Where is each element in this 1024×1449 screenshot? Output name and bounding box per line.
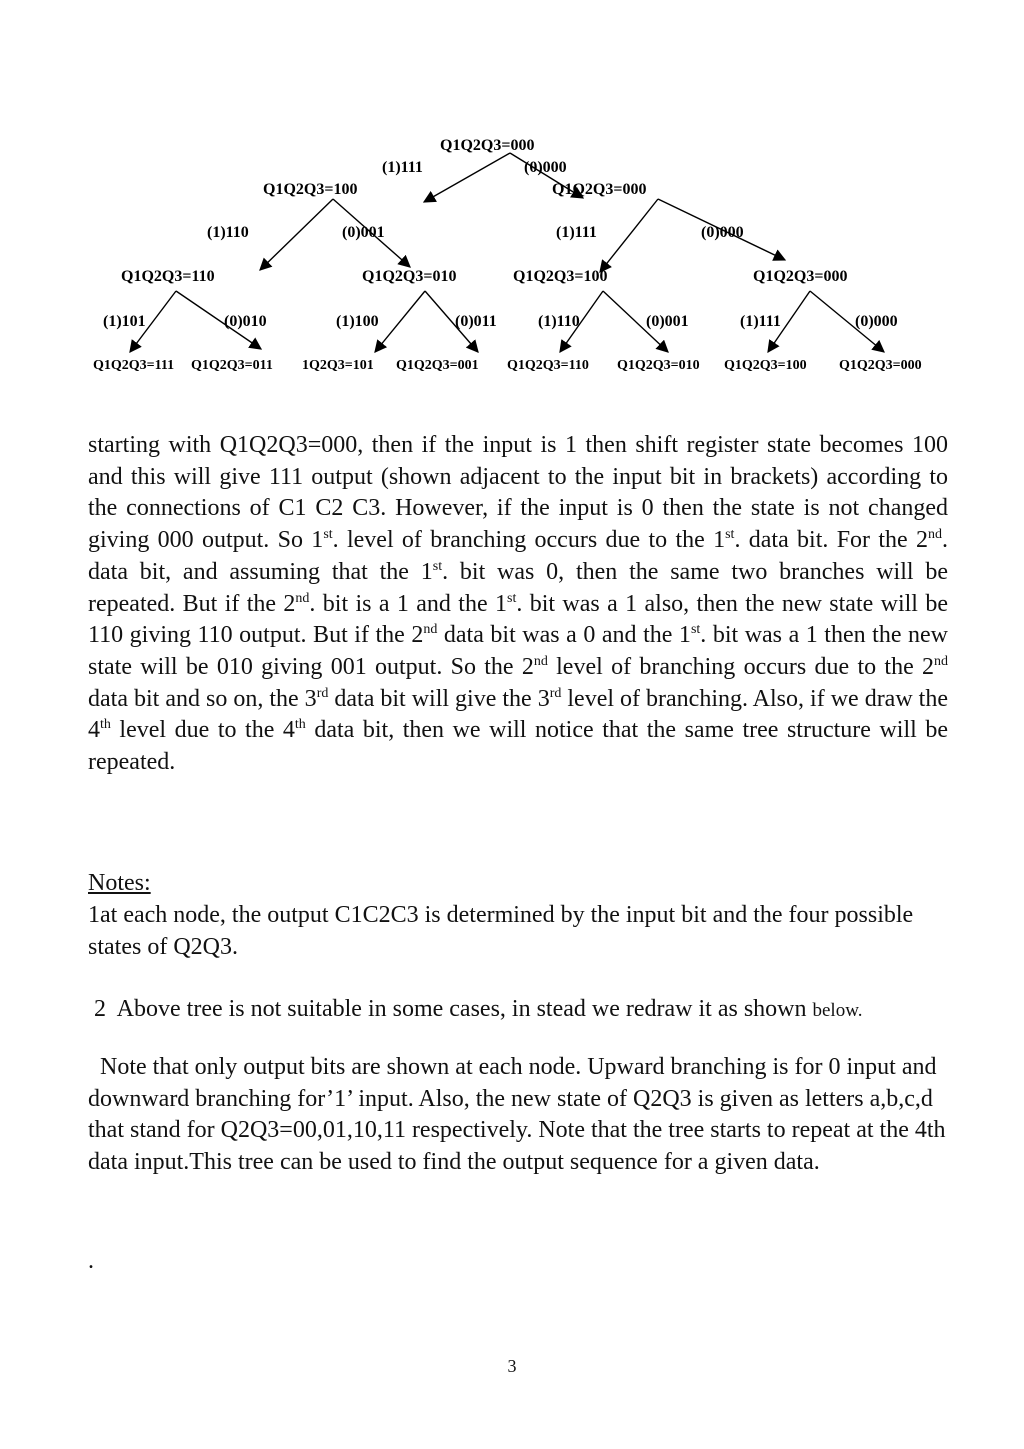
edge-label: (1)110	[207, 224, 249, 241]
edge-label: (1)100	[336, 313, 379, 330]
note-1: 1at each node, the output C1C2C3 is determined by the input bit and the four possible states of Q2Q3.	[88, 902, 914, 960]
leaf-label: Q1Q2Q3=010	[617, 358, 700, 373]
edge-label: (0)010	[224, 313, 267, 330]
tree-node-label: Q1Q2Q3=100	[263, 181, 358, 198]
page-number: 3	[507, 1356, 517, 1376]
leaf-label: Q1Q2Q3=001	[396, 358, 479, 373]
edge-label: (0)000	[701, 224, 744, 241]
leaf-label: 1Q2Q3=101	[302, 358, 374, 373]
branch-line	[260, 199, 333, 270]
branch-line	[375, 291, 425, 352]
state-tree-diagram	[0, 0, 1024, 390]
leaf-label: Q1Q2Q3=100	[724, 358, 807, 373]
note-2: 2 Above tree is not suitable in some cases, in stead we redraw it as shown below.	[88, 996, 863, 1022]
notes-heading: Notes:	[88, 870, 151, 896]
edge-label: (1)111	[556, 224, 597, 241]
explanation-paragraph: starting with Q1Q2Q3=000, then if the input is 1 then shift register state becomes 100 and this will give 111 output (shown adjacent to the input bit in brackets) according to the connections of C1 C2 C3. However, if the input is 0 then the state is not changed giving 000 output. So 1st. level of branching occurs due to the 1st. data bit. For the 2nd. data bit, and assuming that the 1st. bit was 0, then the same two branches will be repeated. But if the 2nd. bit is a 1 and the 1st. bit was a 1 also, then the new state will be 110 giving 110 output. But if the 2nd data bit was a 0 and the 1st. bit was a 1 then the new state will be 010 giving 001 output. So the 2nd level of branching occurs due to the 2nd data bit and so on, the 3rd data bit will give the 3rd level of branching. Also, if we draw the 4th level due to the 4th data bit, then we will notice that the same tree structure will be repeated.	[88, 432, 949, 776]
leaf-label: Q1Q2Q3=000	[839, 358, 922, 373]
edge-label: (1)101	[103, 313, 146, 330]
note-2-tail: below	[812, 1000, 858, 1021]
tree-node-label: Q1Q2Q3=010	[362, 268, 457, 285]
tree-node-label: Q1Q2Q3=000	[552, 181, 647, 198]
branch-line	[600, 199, 658, 272]
edge-label: (0)011	[455, 313, 497, 330]
tree-edge-labels	[103, 159, 898, 330]
tree-node-label: Q1Q2Q3=100	[513, 268, 608, 285]
edge-label: (1)111	[382, 159, 423, 176]
tree-node-label: Q1Q2Q3=000	[440, 137, 535, 154]
tree-node-label: Q1Q2Q3=110	[121, 268, 215, 285]
branch-line	[424, 153, 510, 202]
end-dot: .	[88, 1248, 94, 1274]
edge-label: (1)111	[740, 313, 781, 330]
tree-node-label: Q1Q2Q3=000	[753, 268, 848, 285]
edge-label: (0)000	[855, 313, 898, 330]
leaf-label: Q1Q2Q3=110	[507, 358, 589, 373]
edge-label: (0)000	[524, 159, 567, 176]
edge-label: (0)001	[646, 313, 689, 330]
note-2-detail: Note that only output bits are shown at each node. Upward branching is for 0 input and downward branching for’1’ input. Also, the new state of Q2Q3 is given as letters a,b,c,d that stand for Q2Q3=00,01,10,11 respectively. Note that the tree starts to repeat at the 4th data input.This tree can be used to find the output sequence for a given data.	[88, 1054, 952, 1176]
leaf-label: Q1Q2Q3=111	[93, 358, 175, 373]
tree-leaves	[93, 358, 922, 373]
edge-label: (0)001	[342, 224, 385, 241]
edge-label: (1)110	[538, 313, 580, 330]
tree-nodes	[121, 137, 847, 285]
leaf-label: Q1Q2Q3=011	[191, 358, 273, 373]
